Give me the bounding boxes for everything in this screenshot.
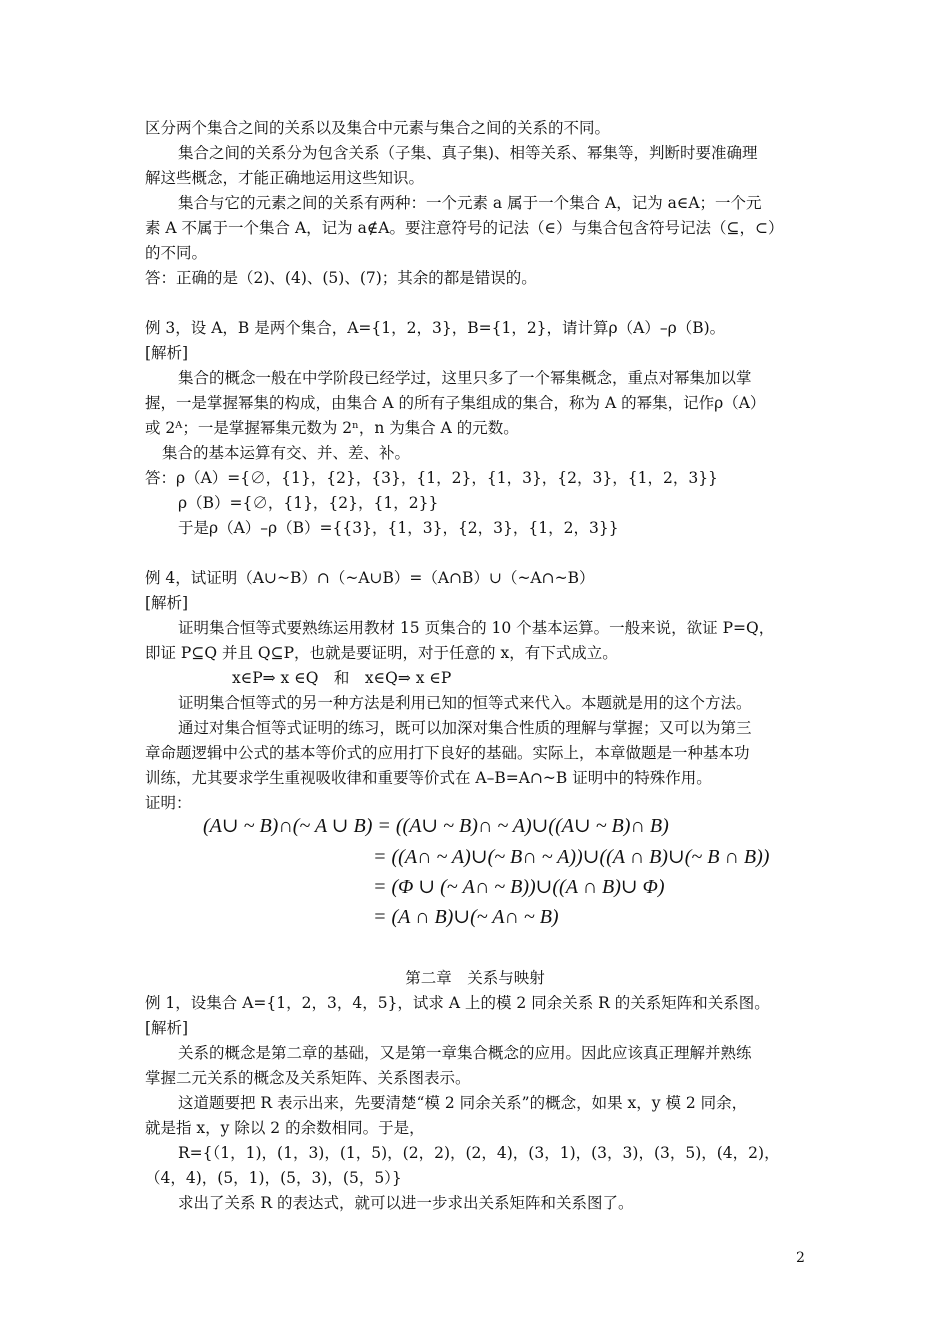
chapter-title: 第二章 关系与映射 [405, 969, 545, 987]
text-line: 掌握二元关系的概念及关系矩阵、关系图表示。 [145, 1069, 471, 1087]
text-line: 求出了关系 R 的表达式，就可以进一步求出关系矩阵和关系图了。 [178, 1194, 634, 1212]
text-line: 就是指 x，y 除以 2 的余数相同。于是， [145, 1119, 425, 1137]
text-line: 训练，尤其要求学生重视吸收律和重要等价式在 A–B=A∩~B 证明中的特殊作用。 [145, 769, 712, 787]
text-line: 集合与它的元素之间的关系有两种：一个元素 a 属于一个集合 A，记为 a∈A；一个元 [178, 194, 762, 212]
text-line: 握，一是掌握幂集的构成，由集合 A 的所有子集组成的集合，称为 A 的幂集，记作ρ（A） [145, 394, 766, 412]
proof-step: = (Φ ∪ (~ A∩ ~ B))∪((A ∩ B)∪ Φ) [373, 876, 665, 898]
example-heading: 例 3，设 A，B 是两个集合，A={1，2，3}，B={1，2}，请计算ρ（A）–ρ（B)。 [145, 319, 726, 337]
relation-set-line: R={（1，1)，(1，3)，(1，5)，(2，2)，(2，4)，(3，1)，(3，3)，(3，5)，(4，2)， [178, 1144, 780, 1162]
text-line: 解这些概念，才能正确地运用这些知识。 [145, 169, 425, 187]
text-line: 集合的概念一般在中学阶段已经学过，这里只多了一个幂集概念，重点对幂集加以掌 [178, 369, 752, 387]
text-line: 的不同。 [145, 244, 208, 262]
text-line: 即证 P⊆Q 并且 Q⊆P，也就是要证明，对于任意的 x，有下式成立。 [145, 644, 618, 662]
proof-step: (A∪ ~ B)∩(~ A ∪ B) = ((A∪ ~ B)∩ ~ A)∪((A∪ ~ B)∩ B) [203, 815, 669, 837]
relation-set-line: （4，4)，(5，1)，(5，3)，(5，5）} [145, 1169, 402, 1187]
answer-line: 答：ρ（A）={∅，{1}，{2}，{3}，{1，2}，{1，3}，{2，3}，{1，2，3}} [145, 469, 718, 487]
page-number: 2 [796, 1250, 805, 1266]
text-line: 集合之间的关系分为包含关系（子集、真子集)、相等关系、幂集等，判断时要准确理 [178, 144, 758, 162]
example-heading: 例 1，设集合 A={1，2，3，4，5}，试求 A 上的模 2 同余关系 R 的关系矩阵和关系图。 [145, 994, 770, 1012]
text-line: 区分两个集合之间的关系以及集合中元素与集合之间的关系的不同。 [145, 119, 611, 137]
text-line: 通过对集合恒等式证明的练习，既可以加深对集合性质的理解与掌握；又可以为第三 [178, 719, 752, 737]
analysis-label: [解析] [145, 344, 189, 362]
text-line: 于是ρ（A）–ρ（B）={{3}，{1，3}，{2，3}，{1，2，3}} [178, 519, 619, 537]
proof-label: 证明： [145, 794, 192, 812]
example-heading: 例 4，试证明（A∪~B）∩（~A∪B）=（A∩B）∪（~A∩~B） [145, 569, 595, 587]
analysis-label: [解析] [145, 1019, 189, 1037]
analysis-label: [解析] [145, 594, 189, 612]
text-line: ρ（B）={∅，{1}，{2}，{1，2}} [178, 494, 439, 512]
text-line: 这道题要把 R 表示出来，先要清楚“模 2 同余关系”的概念，如果 x，y 模 2 同余， [178, 1094, 748, 1112]
text-line: 证明集合恒等式的另一种方法是利用已知的恒等式来代入。本题就是用的这个方法。 [178, 694, 752, 712]
text-line: 章命题逻辑中公式的基本等价式的应用打下良好的基础。实际上，本章做题是一种基本功 [145, 744, 750, 762]
text-line: 素 A 不属于一个集合 A，记为 a∉A。要注意符号的记法（∈）与集合包含符号记法（⊆，⊂） [145, 219, 784, 237]
text-line: 集合的基本运算有交、并、差、补。 [162, 444, 411, 462]
text-line: 关系的概念是第二章的基础，又是第一章集合概念的应用。因此应该真正理解并熟练 [178, 1044, 752, 1062]
formula-line: x∈P⇒ x ∈Q 和 x∈Q⇒ x ∈P [232, 669, 452, 687]
text-line: 或 2ᴬ；一是掌握幂集元数为 2ⁿ，n 为集合 A 的元数。 [145, 419, 519, 437]
proof-step: = ((A∩ ~ A)∪(~ B∩ ~ A))∪((A ∩ B)∪(~ B ∩ B)) [373, 846, 770, 868]
answer-line: 答：正确的是（2)、(4)、(5)、(7)；其余的都是错误的。 [145, 269, 537, 287]
proof-step: = (A ∩ B)∪(~ A∩ ~ B) [373, 906, 559, 928]
text-line: 证明集合恒等式要熟练运用教材 15 页集合的 10 个基本运算。一般来说，欲证 P=Q， [178, 619, 775, 637]
